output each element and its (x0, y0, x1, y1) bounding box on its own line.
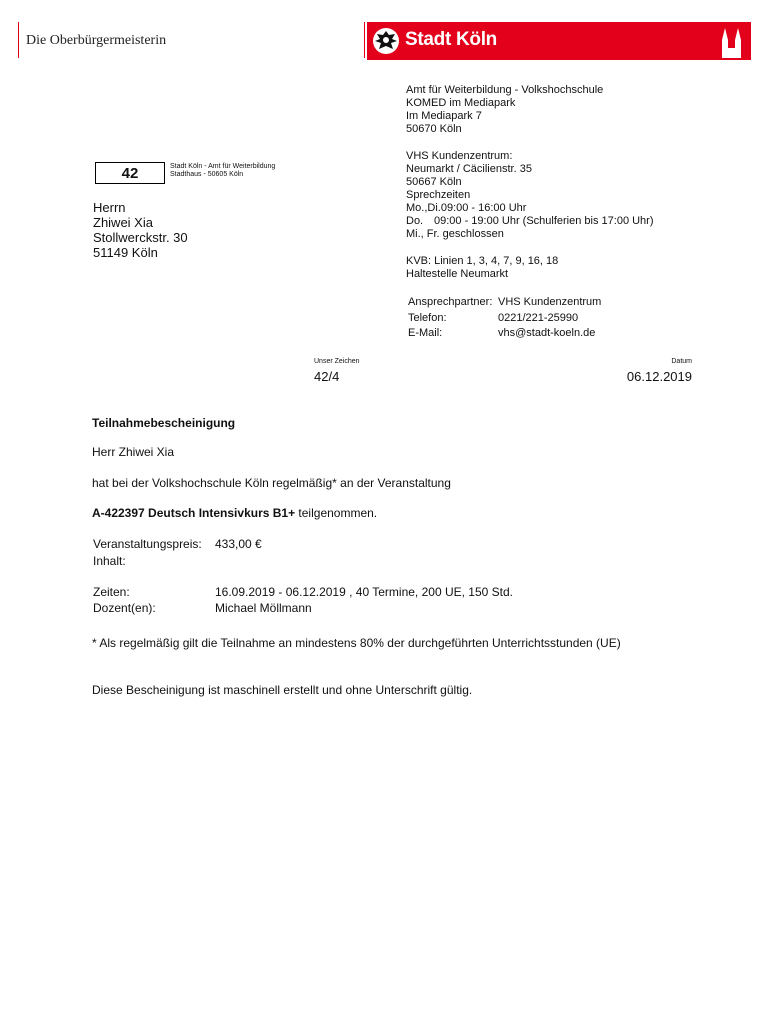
center-line: Sprechzeiten (406, 189, 471, 201)
reference-label: Unser Zeichen (314, 358, 360, 365)
times-label: Zeiten: (93, 585, 130, 599)
center-line: VHS Kundenzentrum: (406, 150, 513, 162)
teacher-label: Dozent(en): (93, 601, 156, 615)
contact-block (408, 295, 601, 342)
contact-label: Ansprechpartner: (408, 296, 493, 308)
office-line: 50670 Köln (406, 123, 462, 135)
teacher-value: Michael Möllmann (215, 601, 312, 615)
salutation: Herr Zhiwei Xia (92, 445, 175, 459)
recipient-line: 51149 Köln (93, 245, 158, 260)
sender-line-1: Stadt Köln - Amt für Weiterbildung (170, 163, 276, 170)
contact-value: VHS Kundenzentrum (498, 296, 602, 308)
teacher-row (93, 601, 312, 616)
recipient-line: Herrn (93, 200, 126, 215)
email-value: vhs@stadt-koeln.de (498, 327, 596, 339)
postal-box-number: 42 (95, 162, 165, 184)
reference-value: 42/4 (314, 369, 340, 384)
cathedral-icon (719, 26, 745, 58)
phone-value: 0221/221-25990 (498, 311, 579, 324)
price-row (93, 537, 262, 552)
contact-row (408, 311, 601, 327)
content-label: Inhalt: (93, 554, 126, 568)
center-line: 50667 Köln (406, 176, 462, 188)
recipient-line: Stollwerckstr. 30 (93, 230, 188, 245)
eagle-crest-icon (371, 26, 401, 56)
office-line: KOMED im Mediapark (406, 97, 516, 109)
brand-banner (367, 22, 751, 60)
recipient-line: Zhiwei Xia (93, 215, 153, 230)
contact-row (408, 326, 601, 342)
price-value: 433,00 € (215, 537, 262, 551)
statement: hat bei der Volkshochschule Köln regelmäßig* an der Veranstaltung (92, 476, 451, 490)
transit-line: Haltestelle Neumarkt (406, 268, 509, 280)
center-line: Mo.,Di.09:00 - 16:00 Uhr (406, 202, 527, 214)
closing-note: Diese Bescheinigung ist maschinell erstellt und ohne Unterschrift gültig. (92, 683, 473, 697)
contact-label: Telefon: (408, 311, 447, 324)
thursday-hours (406, 215, 654, 228)
transit-line: KVB: Linien 1, 3, 4, 7, 9, 16, 18 (406, 255, 559, 267)
contact-label: E-Mail: (408, 327, 443, 339)
times-row (93, 585, 513, 600)
service-center (406, 150, 654, 241)
recipient-address (93, 200, 188, 260)
document-title: Teilnahmebescheinigung (92, 416, 236, 430)
header-divider-left (18, 22, 19, 58)
contact-row (408, 295, 601, 311)
thursday-value: 09:00 - 19:00 Uhr (Schulferien bis 17:00 Uhr) (434, 215, 654, 227)
thursday-label: Do. (406, 215, 424, 227)
times-value: 16.09.2019 - 06.12.2019 , 40 Termine, 200 UE, 150 Std. (215, 585, 513, 599)
mayor-label: Die Oberbürgermeisterin (26, 33, 167, 48)
course-title: A-422397 Deutsch Intensivkurs B1+ (92, 506, 296, 520)
sender-line-2: Stadthaus - 50605 Köln (170, 171, 244, 178)
header-divider-right (364, 22, 365, 58)
office-address (406, 84, 603, 136)
footnote: * Als regelmäßig gilt die Teilnahme an mindestens 80% der durchgeführten Unterrichtsstunden (UE) (92, 636, 621, 650)
date-value: 06.12.2019 (626, 369, 692, 384)
closed-days: Mi., Fr. geschlossen (406, 228, 504, 240)
brand-label: Stadt Köln (405, 29, 497, 50)
price-label: Veranstaltungspreis: (93, 537, 202, 551)
course-line (92, 506, 377, 521)
course-suffix: teilgenommen. (295, 506, 378, 520)
sender-line (170, 163, 275, 179)
transit-info (406, 255, 558, 281)
center-line: Neumarkt / Cäcilienstr. 35 (406, 163, 532, 175)
office-line: Amt für Weiterbildung - Volkshochschule (406, 84, 604, 96)
office-line: Im Mediapark 7 (406, 110, 482, 122)
date-label: Datum (671, 358, 692, 365)
